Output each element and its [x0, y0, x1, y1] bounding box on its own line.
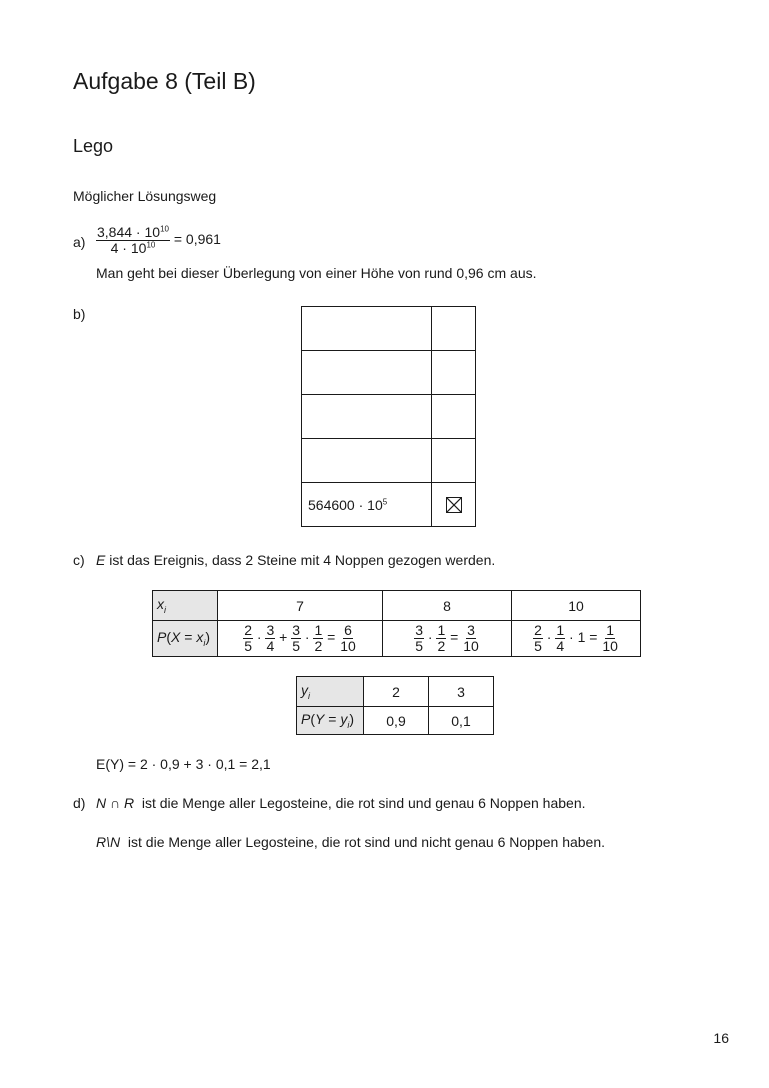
b-row-1-left	[302, 307, 432, 351]
py-value-2: 0,1	[429, 707, 494, 735]
px-value-3: $\frac{2}{5}$ · $\frac{1}{4}$ · 1 = $\frac{1}{10}$	[512, 621, 641, 657]
b-row-2-left	[302, 351, 432, 395]
b-row-2-box	[432, 351, 476, 395]
section-title: Lego	[73, 136, 114, 156]
part-a-denominator: 4 · 10	[110, 239, 147, 256]
part-b-table	[301, 306, 476, 527]
x-header-cell: $x_i$	[153, 591, 218, 621]
part-b-answer: 564600 · 10	[308, 496, 383, 513]
y-distribution-table	[296, 676, 494, 735]
y-value-2: 3	[429, 677, 494, 707]
part-a-den-exp: 10	[146, 240, 156, 250]
page-title: Aufgabe 8 (Teil B)	[73, 68, 256, 94]
set-n-and-r: N ∩ R	[96, 795, 135, 811]
x-distribution-table	[152, 590, 641, 657]
part-a-fraction	[96, 225, 170, 255]
py-value-1: 0,9	[364, 707, 429, 735]
b-row-4-box	[432, 439, 476, 483]
part-c-label: c)	[73, 552, 85, 568]
x-value-2: 8	[383, 591, 512, 621]
set-r-minus-n-description: ist die Menge aller Legosteine, die rot sind und nicht genau 6 Noppen haben.	[127, 834, 606, 850]
py-header-cell: $P(Y = y_i)$	[297, 707, 364, 735]
px-value-1: $\frac{2}{5}$ · $\frac{3}{4}$ + $\frac{3}{5}$ · $\frac{1}{2}$ = $\frac{6}{10}$	[218, 621, 383, 657]
b-row-3-box	[432, 395, 476, 439]
b-row-1-box	[432, 307, 476, 351]
part-b-label: b)	[73, 306, 86, 322]
checked-box-icon	[446, 497, 462, 513]
part-a-numerator: 3,844 · 10	[97, 224, 161, 240]
px-header-cell: $P(X = x_i)$	[153, 621, 218, 657]
y-header-cell: $y_i$	[297, 677, 364, 707]
event-variable: E	[96, 552, 106, 568]
part-a-equation	[96, 225, 221, 255]
solution-label: Möglicher Lösungsweg	[73, 188, 217, 204]
b-row-3-left	[302, 395, 432, 439]
expectation-formula: E(Y) = 2 · 0,9 + 3 · 0,1 = 2,1	[96, 756, 271, 772]
px-value-2: $\frac{3}{5}$ · $\frac{1}{2}$ = $\frac{3}{10}$	[383, 621, 512, 657]
b-row-5-left	[302, 483, 432, 527]
b-row-4-left	[302, 439, 432, 483]
x-value-3: 10	[512, 591, 641, 621]
part-a-num-exp: 10	[160, 224, 169, 234]
event-description: ist das Ereignis, dass 2 Steine mit 4 Noppen gezogen werden.	[105, 552, 496, 568]
b-row-5-box	[432, 483, 476, 527]
set-r-minus-n: R\N	[96, 834, 121, 850]
part-d-label: d)	[73, 795, 86, 811]
part-d-line-2	[96, 834, 605, 850]
y-value-1: 2	[364, 677, 429, 707]
part-c-text	[96, 552, 495, 568]
part-a-label: a)	[73, 234, 86, 250]
part-d-line-1	[96, 795, 586, 811]
page-number: 16	[713, 1030, 729, 1046]
part-a-text: Man geht bei dieser Überlegung von einer Höhe von rund 0,96 cm aus.	[96, 265, 537, 281]
part-a-result: = 0,961	[173, 230, 221, 247]
set-n-and-r-description: ist die Menge aller Legosteine, die rot sind und genau 6 Noppen haben.	[141, 795, 586, 811]
part-b-answer-exp: 5	[382, 496, 388, 506]
x-value-1: 7	[218, 591, 383, 621]
